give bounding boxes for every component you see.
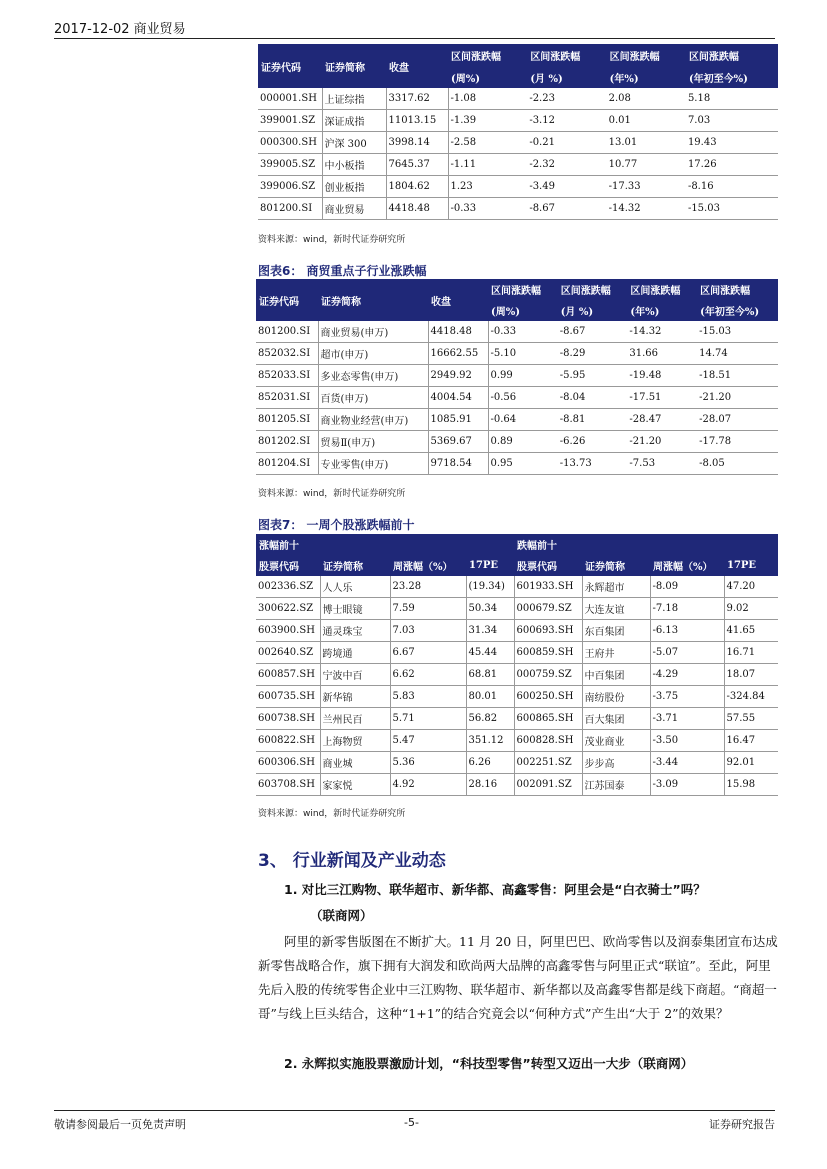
table-cell: 45.44 [466,642,514,664]
table-cell: 801200.SI [258,198,322,220]
table-cell: -1.08 [448,88,527,110]
table-cell: -1.11 [448,154,527,176]
table-cell: 002336.SZ [256,576,320,598]
col-name: 证券简称 [320,555,390,576]
table-cell: -2.32 [527,154,606,176]
table-cell: 002091.SZ [514,774,582,796]
table-row [256,752,778,774]
table-cell: -3.49 [527,176,606,198]
col-chg: 周涨幅（%） [390,555,466,576]
table-cell: 57.55 [724,708,778,730]
table-row [256,642,778,664]
table-cell: 宁波中百 [320,664,390,686]
table-cell: 000300.SH [258,132,322,154]
table-cell: 专业零售(申万) [318,453,428,475]
table-cell: -3.44 [650,752,724,774]
table3-source: 资料来源：wind，新时代证券研究所 [258,809,406,819]
table-cell: 商业贸易 [322,198,386,220]
table-cell: 11013.15 [386,110,448,132]
table-cell: 贸易Ⅱ(申万) [318,431,428,453]
table-cell: 中小板指 [322,154,386,176]
table-cell: -3.75 [650,686,724,708]
table-cell: -8.05 [697,453,778,475]
table-cell: 人人乐 [320,576,390,598]
table-cell: 68.81 [466,664,514,686]
table-cell: -0.33 [488,321,558,343]
table-cell: -3.50 [650,730,724,752]
table-cell: -1.39 [448,110,527,132]
table-cell: 百大集团 [582,708,650,730]
losers-label: 跌幅前十 [514,534,778,555]
table-cell: 0.99 [488,365,558,387]
table-row [258,176,778,198]
table-cell: 多业态零售(申万) [318,365,428,387]
col-ytd: (年初至今%) [686,66,778,88]
news1-body: 阿里的新零售版图在不断扩大。11 月 20 日，阿里巴巴、欧尚零售以及润泰集团宣布达成新零售战略合作，旗下拥有大润发和欧尚两大品牌的高鑫零售与阿里正式“联谊”。至此，阿里先后入股的传统零售企业中三江购物、联华超市、新华都以及高鑫零售都是线下商超。“商超一哥”与线上巨头结合，这种“1+1”的结合究竟会以“何种方式”产生出“大于 2”的效果？ [258,934,778,1021]
col-range-ytd: 区间涨跌幅 [686,44,778,66]
col-week: (周%) [448,66,527,88]
col-week: (周%) [488,300,558,321]
table-cell: 大连友谊 [582,598,650,620]
table-cell: 0.01 [607,110,686,132]
table-row [258,132,778,154]
table-cell: -0.21 [527,132,606,154]
table-row [256,409,778,431]
col-chg2: 周涨幅（%） [650,555,724,576]
table-cell: 5.18 [686,88,778,110]
table-cell: -3.09 [650,774,724,796]
table1-source: 资料来源：wind，新时代证券研究所 [258,235,406,245]
table-cell: 600250.SH [514,686,582,708]
news2-title: 2. 永辉拟实施股票激励计划，“科技型零售”转型又迈出一大步（联商网） [284,1056,694,1071]
table-cell: 600865.SH [514,708,582,730]
footer-disclaimer: 敬请参阅最后一页免责声明 [54,1118,186,1131]
table-cell: 399006.SZ [258,176,322,198]
table-cell: 16662.55 [428,343,488,365]
table-cell: 9.02 [724,598,778,620]
table-cell: -4.29 [650,664,724,686]
table-cell: 家家悦 [320,774,390,796]
col-name: 证券简称 [318,279,428,321]
table-cell: -5.10 [488,343,558,365]
table-row [256,664,778,686]
table-cell: 永辉超市 [582,576,650,598]
table-cell: -8.04 [558,387,628,409]
col-pe: 17PE [466,555,514,576]
table-cell: 600306.SH [256,752,320,774]
table-cell: 7.59 [390,598,466,620]
table-cell: (19.34) [466,576,514,598]
col-year: (年%) [627,300,697,321]
col-month: (月 %) [558,300,628,321]
table-cell: 1.23 [448,176,527,198]
table-cell: 上海物贸 [320,730,390,752]
table-cell: 1085.91 [428,409,488,431]
table-cell: 7.03 [390,620,466,642]
table-cell: 41.65 [724,620,778,642]
table-row [256,387,778,409]
table-cell: 603708.SH [256,774,320,796]
table-cell: 4004.54 [428,387,488,409]
table-cell: 7645.37 [386,154,448,176]
table-cell: 1804.62 [386,176,448,198]
table-cell: -0.56 [488,387,558,409]
table-row [258,88,778,110]
table-cell: -14.32 [627,321,697,343]
table-cell: 步步高 [582,752,650,774]
table-cell: -18.51 [697,365,778,387]
table-row [256,708,778,730]
table-cell: 000759.SZ [514,664,582,686]
table-cell: 0.95 [488,453,558,475]
col-range-m: 区间涨跌幅 [527,44,606,66]
table-cell: 6.67 [390,642,466,664]
table-cell: -17.33 [607,176,686,198]
table-cell: 002640.SZ [256,642,320,664]
table-cell: -2.58 [448,132,527,154]
table-cell: 14.74 [697,343,778,365]
table-cell: -8.81 [558,409,628,431]
table-cell: 上证综指 [322,88,386,110]
table-cell: -324.84 [724,686,778,708]
table-cell: 百货(申万) [318,387,428,409]
col-month: (月 %) [527,66,606,88]
table-cell: -8.29 [558,343,628,365]
table-row [256,321,778,343]
table-cell: 深证成指 [322,110,386,132]
table-cell: -5.07 [650,642,724,664]
table-cell: 92.01 [724,752,778,774]
table-cell: 801200.SI [256,321,318,343]
table-cell: 沪深 300 [322,132,386,154]
table-cell: -17.51 [627,387,697,409]
table-cell: 852032.SI [256,343,318,365]
table-cell: 9718.54 [428,453,488,475]
table-cell: -0.33 [448,198,527,220]
table-cell: 创业板指 [322,176,386,198]
table-cell: 50.34 [466,598,514,620]
table-cell: 600828.SH [514,730,582,752]
col-range-y: 区间涨跌幅 [627,279,697,300]
report-header-title: 2017-12-02 商业贸易 [54,22,186,37]
table-cell: 600822.SH [256,730,320,752]
col-code: 股票代码 [256,555,320,576]
table-cell: 5.47 [390,730,466,752]
footer-report-type: 证券研究报告 [709,1118,775,1131]
table-cell: 0.89 [488,431,558,453]
table-cell: 2949.92 [428,365,488,387]
table-cell: 80.01 [466,686,514,708]
table-cell: 新华锦 [320,686,390,708]
table-row [256,686,778,708]
table-cell: 13.01 [607,132,686,154]
top-movers-table [256,534,778,796]
table-cell: 601933.SH [514,576,582,598]
table-row [256,365,778,387]
footer-divider [54,1110,775,1111]
table2-source: 资料来源：wind，新时代证券研究所 [258,489,406,499]
table-cell: -3.71 [650,708,724,730]
table-cell: 5.36 [390,752,466,774]
col-range-w: 区间涨跌幅 [448,44,527,66]
table-row [258,198,778,220]
table-cell: 47.20 [724,576,778,598]
col-pe2: 17PE [724,555,778,576]
table-cell: 4.92 [390,774,466,796]
table-row [258,154,778,176]
table-cell: 7.03 [686,110,778,132]
table-cell: 852031.SI [256,387,318,409]
table-cell: 中百集团 [582,664,650,686]
table-cell: 博士眼镜 [320,598,390,620]
table-cell: 南纺股份 [582,686,650,708]
table-cell: 茂业商业 [582,730,650,752]
table-cell: 商业城 [320,752,390,774]
table-cell: 兰州民百 [320,708,390,730]
table-cell: -28.47 [627,409,697,431]
table-row [256,774,778,796]
sub-industry-table [256,279,778,475]
col-range-ytd: 区间涨跌幅 [697,279,778,300]
table-cell: 16.71 [724,642,778,664]
table-cell: 852033.SI [256,365,318,387]
table-cell: -15.03 [686,198,778,220]
table-cell: 31.66 [627,343,697,365]
table-cell: 商业物业经营(申万) [318,409,428,431]
table-cell: 19.43 [686,132,778,154]
table-cell: 2.08 [607,88,686,110]
table-cell: 江苏国泰 [582,774,650,796]
table-row [256,620,778,642]
table-cell: 17.26 [686,154,778,176]
table-cell: 15.98 [724,774,778,796]
table-cell: 商业贸易(申万) [318,321,428,343]
table-cell: -5.95 [558,365,628,387]
col-name2: 证券简称 [582,555,650,576]
table-cell: 超市(申万) [318,343,428,365]
table-row [256,453,778,475]
table-cell: 300622.SZ [256,598,320,620]
table-cell: 801205.SI [256,409,318,431]
table-cell: -19.48 [627,365,697,387]
table-cell: -8.67 [527,198,606,220]
table-row [258,110,778,132]
table-cell: 28.16 [466,774,514,796]
col-code2: 股票代码 [514,555,582,576]
table-cell: 600735.SH [256,686,320,708]
table2-title: 图表6： 商贸重点子行业涨跌幅 [258,264,427,278]
table-cell: 6.62 [390,664,466,686]
table-row [256,730,778,752]
table-cell: 600738.SH [256,708,320,730]
table-cell: -6.13 [650,620,724,642]
table-cell: -13.73 [558,453,628,475]
news1-title: 1. 对比三江购物、联华超市、新华都、高鑫零售：阿里会是“白衣骑士”吗？ [284,882,706,897]
table-cell: 4418.48 [386,198,448,220]
footer-page-number: -5- [404,1116,419,1129]
table-cell: 56.82 [466,708,514,730]
table-cell: -8.16 [686,176,778,198]
table-cell: -15.03 [697,321,778,343]
table-cell: -28.07 [697,409,778,431]
col-close: 收盘 [428,279,488,321]
table-cell: 31.34 [466,620,514,642]
table-cell: -21.20 [697,387,778,409]
header-divider [54,38,775,39]
col-close: 收盘 [386,44,448,88]
table-cell: 3317.62 [386,88,448,110]
table-cell: 801204.SI [256,453,318,475]
table-cell: 16.47 [724,730,778,752]
table-row [256,598,778,620]
table-cell: -3.12 [527,110,606,132]
table-row [256,343,778,365]
table-cell: -8.09 [650,576,724,598]
col-code: 证券代码 [258,44,322,88]
table-cell: -7.18 [650,598,724,620]
table-cell: -21.20 [627,431,697,453]
table-cell: -0.64 [488,409,558,431]
col-code: 证券代码 [256,279,318,321]
table-cell: 351.12 [466,730,514,752]
table-cell: 399005.SZ [258,154,322,176]
table-cell: 600859.SH [514,642,582,664]
table-cell: 000001.SH [258,88,322,110]
table-cell: 002251.SZ [514,752,582,774]
gainers-label: 涨幅前十 [256,534,514,555]
table-cell: 4418.48 [428,321,488,343]
table-cell: 600857.SH [256,664,320,686]
table-cell: 603900.SH [256,620,320,642]
col-range-m: 区间涨跌幅 [558,279,628,300]
table-cell: -14.32 [607,198,686,220]
table-cell: 王府井 [582,642,650,664]
table-row [256,576,778,598]
table-cell: -6.26 [558,431,628,453]
section-heading: 3、 行业新闻及产业动态 [258,851,446,871]
table3-title: 图表7： 一周个股涨跌幅前十 [258,518,415,532]
table-cell: 跨境通 [320,642,390,664]
table-cell: -8.67 [558,321,628,343]
table-cell: 3998.14 [386,132,448,154]
table-cell: 399001.SZ [258,110,322,132]
table-cell: 801202.SI [256,431,318,453]
table-cell: 通灵珠宝 [320,620,390,642]
news1-source: （联商网） [310,908,373,923]
table-cell: 10.77 [607,154,686,176]
col-year: (年%) [607,66,686,88]
table-cell: 23.28 [390,576,466,598]
col-ytd: (年初至今%) [697,300,778,321]
table-cell: 东百集团 [582,620,650,642]
table-cell: 000679.SZ [514,598,582,620]
col-range-w: 区间涨跌幅 [488,279,558,300]
table-cell: 600693.SH [514,620,582,642]
table-cell: 6.26 [466,752,514,774]
index-performance-table [258,44,778,220]
table-row [256,431,778,453]
table-cell: 5.83 [390,686,466,708]
table-cell: -17.78 [697,431,778,453]
table-cell: -2.23 [527,88,606,110]
col-range-y: 区间涨跌幅 [607,44,686,66]
table-cell: 5.71 [390,708,466,730]
col-name: 证券简称 [322,44,386,88]
table-cell: 5369.67 [428,431,488,453]
table-cell: 18.07 [724,664,778,686]
table-cell: -7.53 [627,453,697,475]
